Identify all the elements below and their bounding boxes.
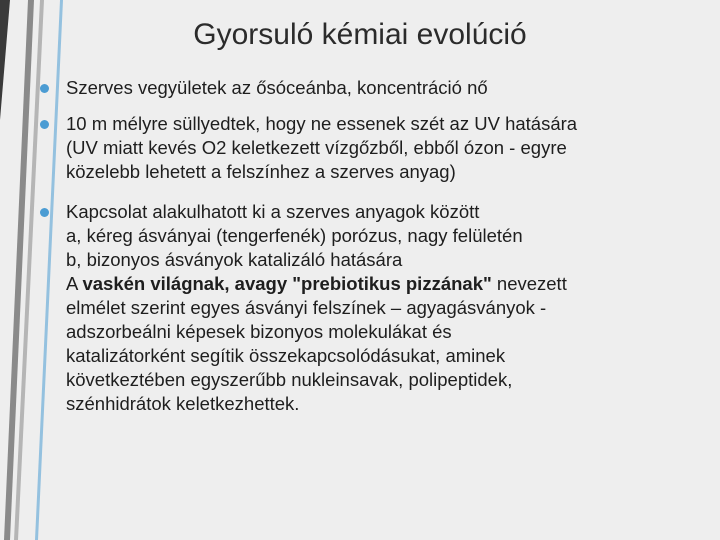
slide-title: Gyorsuló kémiai evolúció [193, 18, 527, 51]
bullet-line: (UV miatt kevés O2 keletkezett vízgőzből, ebből ózon - egyre [66, 137, 567, 158]
bullet-list [40, 76, 690, 416]
bullet-item [40, 112, 690, 184]
bullet-line: adszorbeálni képesek bizonyos molekulákat és [66, 321, 452, 342]
bullet-line: Szerves vegyületek az ősóceánba, koncentráció nő [66, 77, 488, 98]
bullet-line: Kapcsolat alakulhatott ki a szerves anyagok között [66, 201, 480, 222]
bullet-dot-icon [40, 120, 49, 129]
bullet-line: következtében egyszerűbb nukleinsavak, polipeptidek, [66, 369, 513, 390]
bullet-line: elmélet szerint egyes ásványi felszínek – agyagásványok - [66, 297, 547, 318]
bullet-line: a, kéreg ásványai (tengerfenék) porózus, nagy felületén [66, 225, 523, 246]
bullet-item [40, 76, 690, 100]
decor-stripe-dark [0, 0, 10, 120]
bullet-line: katalizátorként segítik összekapcsolódásukat, aminek [66, 345, 506, 366]
bullet-item [40, 200, 690, 416]
bullet-dot-icon [40, 208, 49, 217]
bullet-line: közelebb lehetett a felszínhez a szerves anyag) [66, 161, 456, 182]
bullet-dot-icon [40, 84, 49, 93]
line-suffix: nevezett [491, 273, 567, 294]
line-prefix: A [66, 273, 83, 294]
bullet-line [66, 272, 690, 296]
bullet-line: 10 m mélyre süllyedtek, hogy ne essenek szét az UV hatására [66, 113, 578, 134]
bullet-line: szénhidrátok keletkezhettek. [66, 393, 300, 414]
bold-phrase: vaskén világnak, avagy "prebiotikus pizzának" [82, 273, 492, 294]
bullet-line: b, bizonyos ásványok katalizáló hatására [66, 249, 403, 270]
